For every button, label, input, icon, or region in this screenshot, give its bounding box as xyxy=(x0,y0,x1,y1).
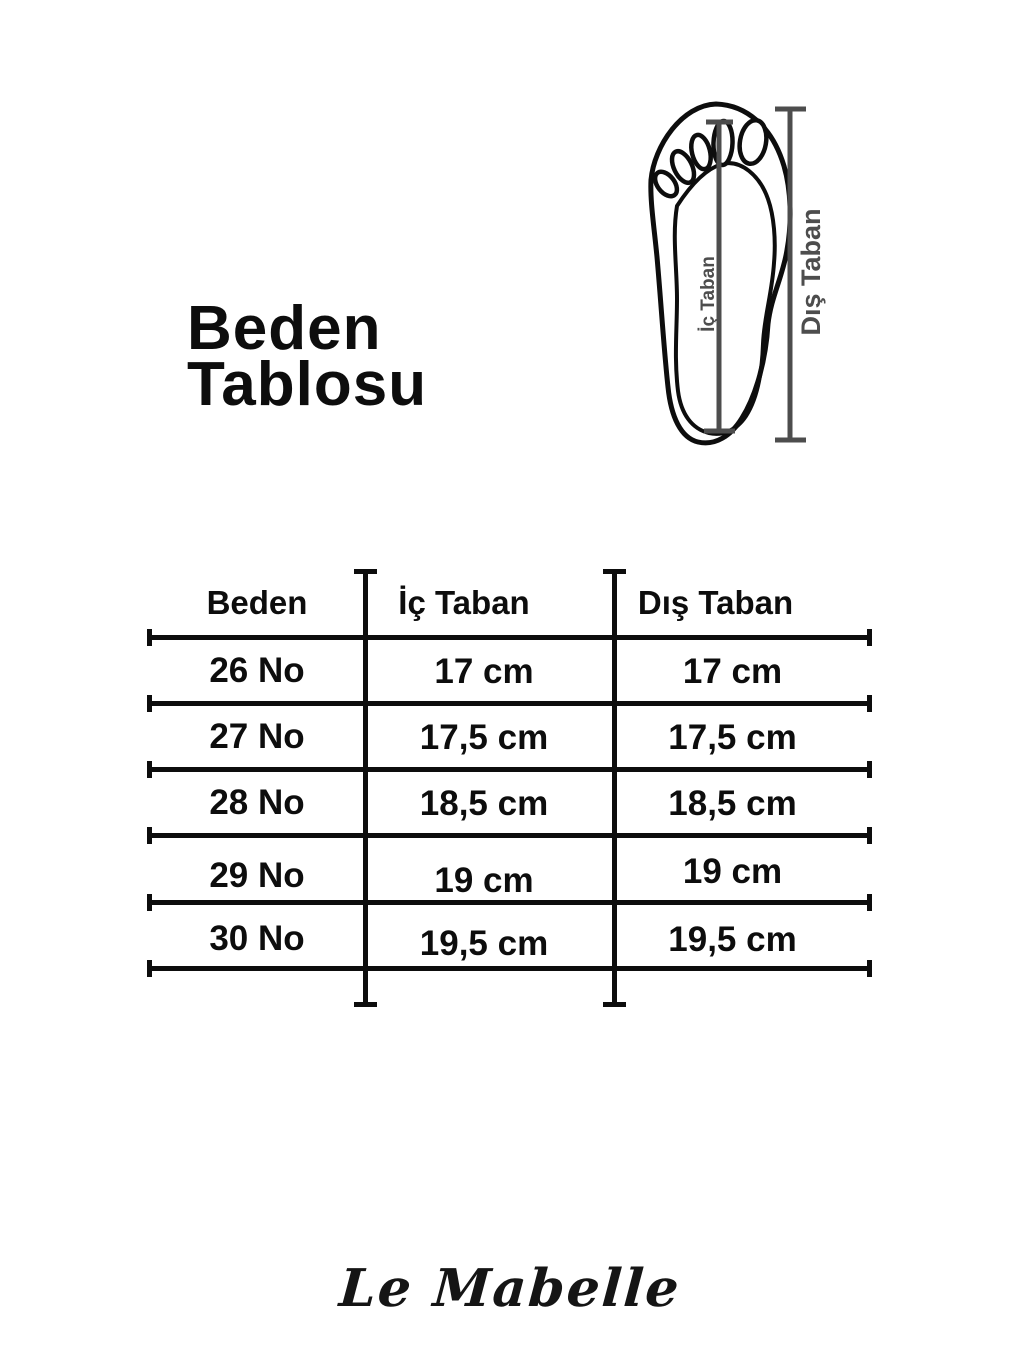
brand-logo: Le Mabelle xyxy=(337,1258,683,1319)
size-value: 26 No xyxy=(209,651,305,690)
second-toe-ellipse xyxy=(713,121,734,166)
outer-sole-value: 18,5 cm xyxy=(668,784,797,823)
table-row xyxy=(148,638,871,704)
outer-sole-value: 17,5 cm xyxy=(668,718,797,757)
outer-measure-label: Dış Taban xyxy=(796,208,826,336)
inner-sole-value: 18,5 cm xyxy=(419,784,549,823)
size-value: 28 No xyxy=(209,783,305,822)
table-row xyxy=(148,903,871,969)
size-value: 27 No xyxy=(209,717,305,756)
header-ic-taban: İç Taban xyxy=(398,584,530,621)
inner-sole-value: 19 cm xyxy=(434,861,534,900)
table-row xyxy=(148,770,871,836)
inner-foot-outline xyxy=(675,163,775,434)
header-beden: Beden xyxy=(206,584,308,621)
header-dis-taban: Dış Taban xyxy=(637,584,794,621)
big-toe-ellipse xyxy=(736,118,769,166)
table-row xyxy=(148,836,871,902)
inner-sole-value: 17,5 cm xyxy=(419,718,549,757)
size-value: 30 No xyxy=(209,919,305,958)
page-title-line2: Tablosu xyxy=(187,350,428,419)
table-row xyxy=(148,704,871,770)
outer-sole-value: 17 cm xyxy=(682,652,783,691)
outer-sole-value: 19,5 cm xyxy=(668,920,797,959)
size-value: 29 No xyxy=(209,856,305,895)
inner-measure-label: İç Taban xyxy=(698,256,719,332)
inner-sole-value: 19,5 cm xyxy=(419,924,549,963)
inner-sole-value: 17 cm xyxy=(434,652,534,691)
table-header-row xyxy=(148,570,871,636)
page-title-line1: Beden xyxy=(187,294,382,363)
page-title xyxy=(187,294,428,419)
foot-measurement-diagram xyxy=(600,60,940,500)
outer-sole-value: 19 cm xyxy=(682,852,783,891)
